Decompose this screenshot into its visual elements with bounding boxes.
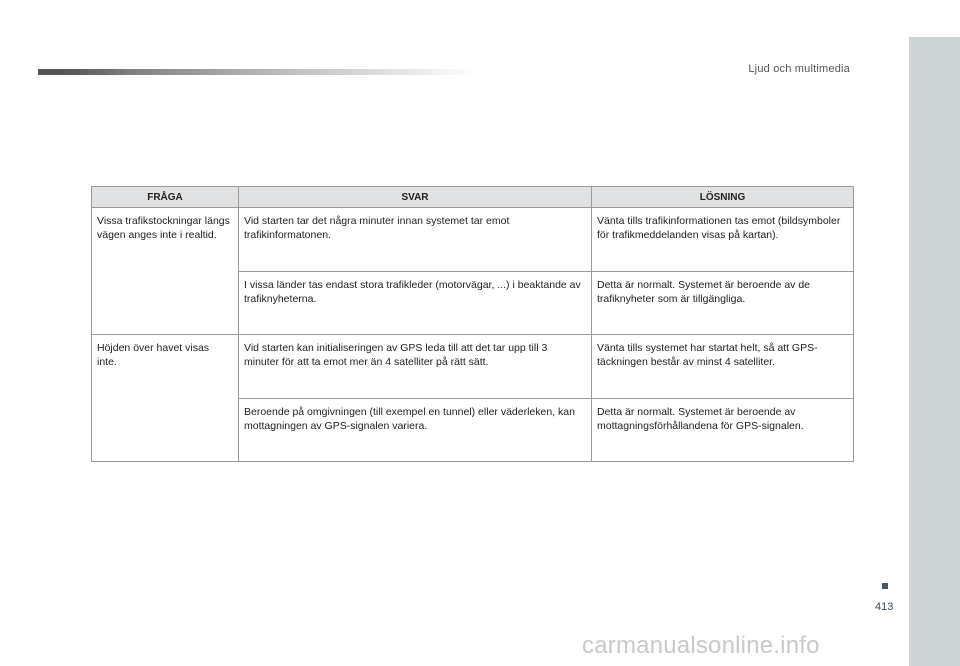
troubleshooting-table <box>91 186 854 462</box>
answer-cell: Beroende på omgivningen (till exempel en tunnel) eller väderleken, kan mottagningen av GPS-signalen variera. <box>239 399 592 462</box>
table-header-row <box>92 187 854 208</box>
solution-cell: Vänta tills systemet har startat helt, så att GPS-täckningen består av minst 4 satelliter. <box>592 335 854 399</box>
solution-cell: Detta är normalt. Systemet är beroende av de trafiknyheter som är tillgängliga. <box>592 272 854 335</box>
side-margin-strip <box>909 37 960 666</box>
header-gradient-bar <box>38 69 478 75</box>
watermark-link[interactable]: carmanualsonline.info <box>582 632 820 659</box>
question-cell: Vissa trafikstockningar längs vägen anges inte i realtid. <box>92 208 239 335</box>
page-marker-icon <box>882 583 888 589</box>
header-losning: LÖSNING <box>592 187 854 208</box>
solution-cell: Detta är normalt. Systemet är beroende av mottagningsförhållandena för GPS-signalen. <box>592 399 854 462</box>
section-title: Ljud och multimedia <box>748 63 850 75</box>
header-fraga: FRÅGA <box>92 187 239 208</box>
page-number: 413 <box>875 601 894 613</box>
header-svar: SVAR <box>239 187 592 208</box>
solution-cell: Vänta tills trafikinformationen tas emot (bildsymboler för trafikmeddelanden visas på kartan). <box>592 208 854 272</box>
answer-cell: I vissa länder tas endast stora trafikleder (motorvägar, ...) i beaktande av trafiknyheterna. <box>239 272 592 335</box>
question-cell: Höjden över havet visas inte. <box>92 335 239 462</box>
table-row <box>92 335 854 399</box>
answer-cell: Vid starten kan initialiseringen av GPS leda till att det tar upp till 3 minuter för att ta emot mer än 4 satelliter på rätt sätt. <box>239 335 592 399</box>
table-row <box>92 208 854 272</box>
answer-cell: Vid starten tar det några minuter innan systemet tar emot trafikinformatonen. <box>239 208 592 272</box>
